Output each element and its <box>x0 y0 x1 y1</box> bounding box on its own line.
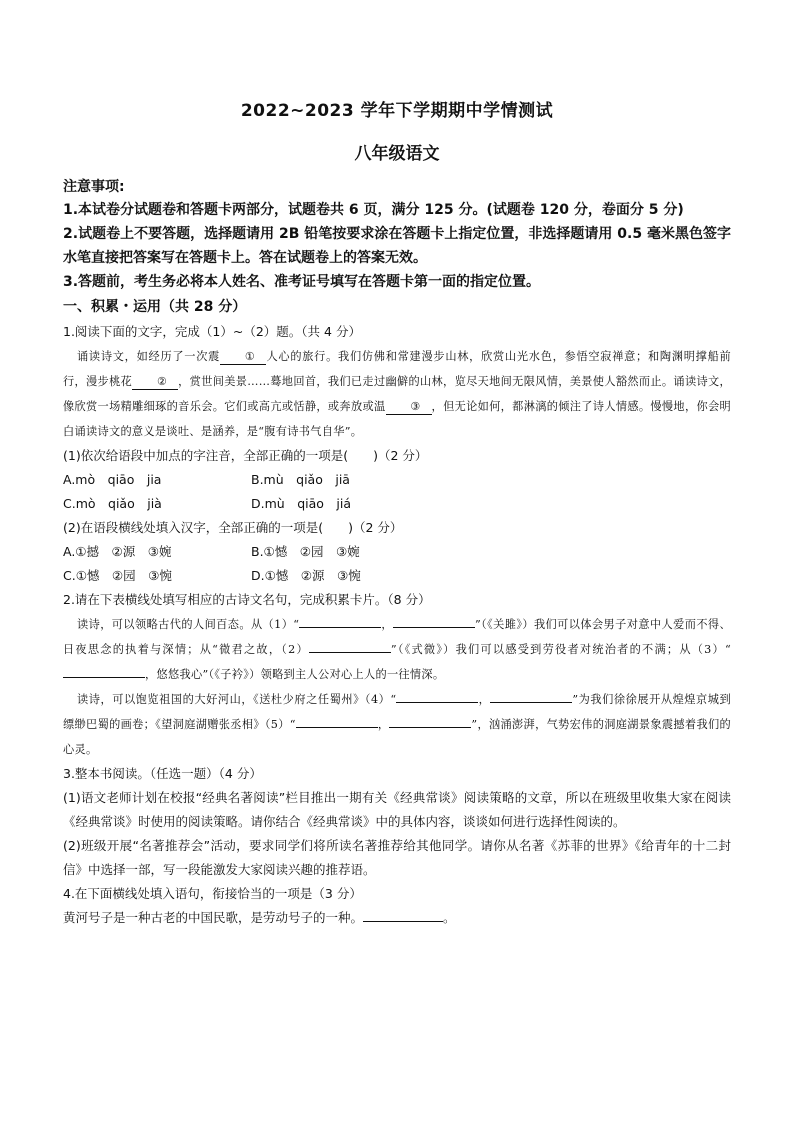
option-b: B.①憾 ②园 ③婉 <box>251 544 360 559</box>
notice-item: 3.答题前，考生务必将本人姓名、准考证号填写在答题卡第一面的指定位置。 <box>63 274 541 290</box>
passage-text: ”（《关雎》）我们可以体会男子对意中人爱而不得、日夜思念的执着与深情；从“微君之故，（2） <box>63 618 731 656</box>
q3-option-2: (2)班级开展“名著推荐会”活动，要求同学们将所读名著推荐给其他同学。请你从名著《苏菲的世界》《给青年的十二封信》中选择一部，写一段能激发大家阅读兴趣的推荐语。 <box>63 838 731 877</box>
q1-sub2-prompt: (2)在语段横线处填入汉字，全部正确的一项是( )（2 分） <box>63 520 403 535</box>
answer-blank <box>299 615 381 628</box>
answer-blank <box>363 909 443 922</box>
notice-item: 1.本试卷分试题卷和答题卡两部分，试题卷共 6 页，满分 125 分。(试题卷 120 分，卷面分 5 分) <box>63 202 684 218</box>
answer-blank <box>396 690 478 703</box>
answer-blank <box>63 665 145 678</box>
passage-text: 诵读诗文，如经历了一次震 <box>77 350 221 363</box>
exam-title: 2022~2023 学年下学期期中学情测试 <box>240 101 554 121</box>
answer-blank <box>296 715 378 728</box>
option-d: D.mù qiāo jiá <box>251 496 352 511</box>
q1-sub2-options <box>63 540 731 588</box>
q2-paragraph-1 <box>63 612 731 687</box>
q2-prompt: 2.请在下表横线处填写相应的古诗文名句，完成积累卡片。（8 分） <box>63 592 431 607</box>
q1-prompt: 1.阅读下面的文字，完成（1）~（2）题。（共 4 分） <box>63 324 361 339</box>
blank-3: ③ <box>386 400 432 415</box>
answer-blank <box>393 615 475 628</box>
option-c: C.①憾 ②园 ③惋 <box>63 568 172 583</box>
option-b: B.mù qiǎo jiā <box>251 472 350 487</box>
passage-text: ， <box>478 693 491 706</box>
passage-text: ，赏世间美景……蓦地回首，我们已走过幽僻的山林，览尽天地间无限风情，美景使人豁然而止。诵读诗文，像欣赏一场精雕细琢的音乐会。它们或高亢或恬静，或奔放或温 <box>63 375 731 413</box>
passage-text: ， <box>377 718 390 731</box>
q4-period: 。 <box>443 910 456 925</box>
passage-text: ”，汹涌澎湃，气势宏伟的洞庭湖景象震撼着我们的心灵。 <box>63 718 731 756</box>
q3-prompt: 3.整本书阅读。（任选一题）（4 分） <box>63 766 262 781</box>
q1-sub1-options <box>63 468 731 516</box>
q4-sentence: 黄河号子是一种古老的中国民歌，是劳动号子的一种。 <box>63 910 364 925</box>
exam-subtitle: 八年级语文 <box>354 144 440 164</box>
passage-text: 读诗，可以领略古代的人间百态。从（1）“ <box>77 618 300 631</box>
notice-item: 2.试题卷上不要答题，选择题请用 2B 铅笔按要求涂在答题卡上指定位置，非选择题请用 0.5 毫米黑色签字水笔直接把答案写在答题卡上。答在试题卷上的答案无效。 <box>63 226 731 266</box>
answer-blank <box>490 690 572 703</box>
passage-text: ，悠悠我心”（《子衿》）领略到主人公对心上人的一往情深。 <box>145 668 445 681</box>
option-a: A.mò qiāo jia <box>63 472 162 487</box>
blank-1: ① <box>220 350 266 365</box>
q4-text <box>63 906 731 930</box>
section-heading: 一、积累・运用（共 28 分） <box>63 299 247 315</box>
option-a: A.①撼 ②源 ③婉 <box>63 544 172 559</box>
notice-heading: 注意事项: <box>63 179 125 195</box>
passage-text: ”（《式微》）我们可以感受到劳役者对统治者的不满；从（3）“ <box>390 643 731 656</box>
passage-text: 读诗，可以饱览祖国的大好河山，《送杜少府之任蜀州》（4）“ <box>77 693 397 706</box>
passage-text: ”为我们徐徐展开从煌煌京城到缥缈巴蜀的画卷；《望洞庭湖赠张丞相》（5）“ <box>63 693 732 731</box>
option-d: D.①憾 ②源 ③惋 <box>251 568 361 583</box>
passage-text: ，但无论如何，都淋漓的倾注了诗人情感。慢慢地，你会明白诵读诗文的意义是谈吐、是涵养，是“腹有诗书气自华”。 <box>63 400 731 438</box>
q3-option-1: (1)语文老师计划在校报“经典名著阅读”栏目推出一期有关《经典常谈》阅读策略的文章，所以在班级里收集大家在阅读《经典常谈》时使用的阅读策略。请你结合《经典常谈》中的具体内容，谈谈如何进行选择性阅读的。 <box>63 790 731 829</box>
passage-text: ， <box>381 618 394 631</box>
option-c: C.mò qiǎo jià <box>63 496 162 511</box>
passage-text: 人心的旅行。我们仿佛和常建漫步山林，欣赏山光水色，参悟空寂禅意；和陶渊明撑船前行，漫步桃花 <box>63 350 731 388</box>
q4-prompt: 4.在下面横线处填入语句，衔接恰当的一项是（3 分） <box>63 886 362 901</box>
q1-passage <box>63 344 731 444</box>
answer-blank <box>309 640 391 653</box>
q2-paragraph-2 <box>63 687 731 762</box>
exam-page <box>63 96 731 930</box>
q1-sub1-prompt: (1)依次给语段中加点的字注音，全部正确的一项是( )（2 分） <box>63 448 428 463</box>
blank-2: ② <box>132 375 178 390</box>
answer-blank <box>389 715 471 728</box>
